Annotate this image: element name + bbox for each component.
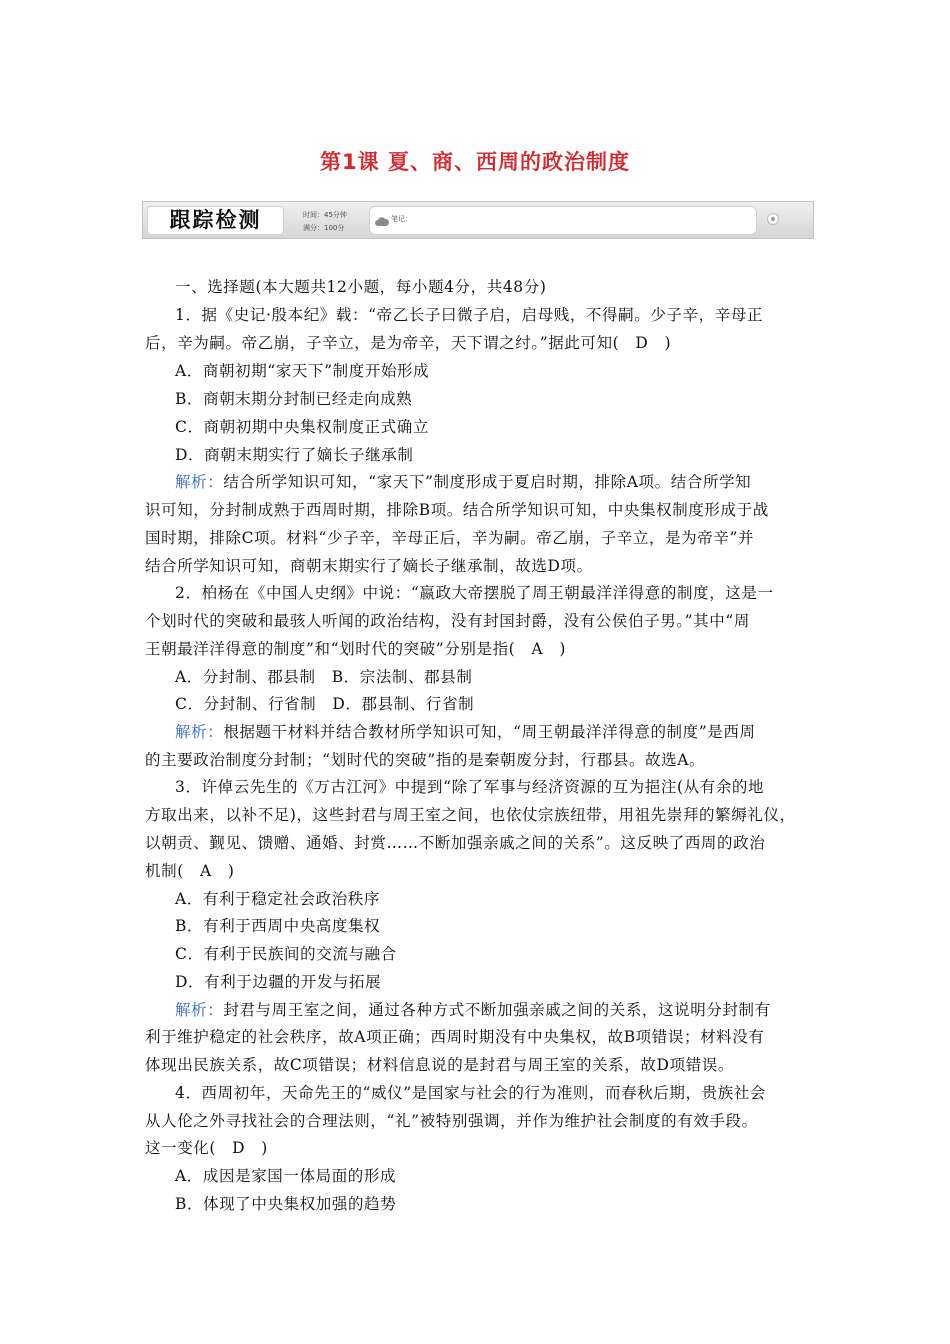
- line-text: A．分封制、郡县制 B．宗法制、郡县制: [175, 668, 473, 686]
- text-line: [175, 472, 855, 492]
- text-line: [175, 722, 855, 742]
- text-line: [145, 805, 825, 825]
- line-text: 的主要政治制度分封制；“划时代的突破”指的是秦朝废分封，行郡县。故选A。: [145, 751, 706, 769]
- text-line: [175, 305, 855, 325]
- line-text: 3．许倬云先生的《万古江河》中提到“除了军事与经济资源的互为挹注(从有余的地: [175, 778, 765, 796]
- line-text: 国时期，排除C项。材料“少子辛，辛母正后，辛为嗣。帝乙崩，子辛立，是为帝辛”并: [145, 529, 755, 547]
- line-text: 王朝最洋洋得意的制度”和“划时代的突破”分别是指( A ): [145, 640, 566, 658]
- line-text: B．商朝末期分封制已经走向成熟: [175, 390, 413, 408]
- line-text: B．体现了中央集权加强的趋势: [175, 1195, 397, 1213]
- text-line: [145, 639, 825, 659]
- line-text: 2．柏杨在《中国人史纲》中说：“嬴政大帝摆脱了周王朝最洋洋得意的制度，这是一: [175, 584, 774, 602]
- line-text: 从人伦之外寻找社会的合理法则，“礼”被特别强调，并作为维护社会制度的有效手段。: [145, 1112, 758, 1130]
- full-score: 满分：100分: [303, 224, 345, 232]
- line-text: A．成因是家国一体局面的形成: [175, 1167, 397, 1185]
- text-line: [175, 361, 855, 381]
- line-text: 识可知，分封制成熟于西周时期，排除B项。结合所学知识可知，中央集权制度形成于战: [145, 501, 769, 519]
- text-line: [145, 1138, 825, 1158]
- line-text: 1．据《史记·殷本纪》载：“帝乙长子曰微子启，启母贱，不得嗣。少子辛，辛母正: [175, 306, 764, 324]
- text-line: [175, 389, 855, 409]
- line-text: 一、选择题(本大题共12小题，每小题4分，共48分): [175, 278, 547, 296]
- text-line: [175, 445, 855, 465]
- line-text: 封君与周王室之间，通过各种方式不断加强亲戚之间的关系，这说明分封制有: [223, 1001, 771, 1019]
- line-text: C．有利于民族间的交流与融合: [175, 945, 397, 963]
- analysis-label: 解析：: [175, 473, 224, 491]
- text-line: [175, 889, 855, 909]
- line-text: 方取出来，以补不足)，这些封君与周王室之间，也依仗宗族纽带，用祖先崇拜的繁缛礼仪，: [145, 806, 796, 824]
- text-line: [175, 277, 855, 297]
- text-line: [175, 1194, 855, 1214]
- line-text: 以朝贡、觐见、馈赠、通婚、封赏……不断加强亲戚之间的关系”。这反映了西周的政治: [145, 834, 766, 852]
- text-line: [145, 750, 825, 770]
- line-text: 利于维护稳定的社会秩序，故A项正确；西周时期没有中央集权，故B项错误；材料没有: [145, 1028, 765, 1046]
- line-text: 体现出民族关系，故C项错误；材料信息说的是封君与周王室的关系，故D项错误。: [145, 1056, 734, 1074]
- pen-icon[interactable]: [767, 213, 779, 225]
- text-line: [175, 417, 855, 437]
- line-text: A．有利于稳定社会政治秩序: [175, 890, 380, 908]
- text-line: [145, 333, 825, 353]
- text-line: [175, 1083, 855, 1103]
- line-text: B．有利于西周中央高度集权: [175, 917, 381, 935]
- page-title: 第1课 夏、商、西周的政治制度: [320, 150, 630, 174]
- line-text: 这一变化( D ): [145, 1139, 268, 1157]
- text-line: [145, 833, 825, 853]
- text-line: [175, 1166, 855, 1186]
- notes-field[interactable]: [369, 206, 757, 235]
- time-limit: 时间：45分钟: [303, 211, 347, 219]
- text-line: [175, 972, 855, 992]
- text-line: [175, 583, 855, 603]
- text-line: [145, 611, 825, 631]
- line-text: C．商朝初期中央集权制度正式确立: [175, 418, 429, 436]
- text-line: [145, 556, 825, 576]
- text-line: [175, 1000, 855, 1020]
- line-text: 个划时代的突破和最骇人听闻的政治结构，没有封国封爵，没有公侯伯子男。”其中“周: [145, 612, 751, 630]
- text-line: [175, 777, 855, 797]
- analysis-label: 解析：: [175, 1001, 224, 1019]
- analysis-label: 解析：: [175, 723, 224, 741]
- text-line: [145, 1111, 825, 1131]
- line-text: 后，辛为嗣。帝乙崩，子辛立，是为帝辛，天下谓之纣。”据此可知( D ): [145, 334, 672, 352]
- text-line: [145, 1055, 825, 1075]
- notes-label: 笔记：: [391, 215, 412, 223]
- line-text: 机制( A ): [145, 862, 235, 880]
- line-text: 结合所学知识可知，“家天下”制度形成于夏启时期，排除A项。结合所学知: [223, 473, 752, 491]
- text-line: [175, 916, 855, 936]
- text-line: [175, 667, 855, 687]
- text-line: [145, 500, 825, 520]
- banner-label: 跟踪检测: [147, 206, 284, 235]
- text-line: [145, 1027, 825, 1047]
- line-text: 4．西周初年，天命先王的“威仪”是国家与社会的行为准则，而春秋后期，贵族社会: [175, 1084, 767, 1102]
- text-line: [175, 944, 855, 964]
- line-text: 根据题干材料并结合教材所学知识可知，“周王朝最洋洋得意的制度”是西周: [223, 723, 756, 741]
- line-text: D．有利于边疆的开发与拓展: [175, 973, 382, 991]
- line-text: A．商朝初期“家天下”制度开始形成: [175, 362, 430, 380]
- line-text: C．分封制、行省制 D．郡县制、行省制: [175, 695, 475, 713]
- text-line: [145, 528, 825, 548]
- line-text: 结合所学知识可知，商朝末期实行了嫡长子继承制，故选D项。: [145, 557, 593, 575]
- tracking-test-banner: [142, 201, 814, 239]
- text-line: [175, 694, 855, 714]
- line-text: D．商朝末期实行了嫡长子继承制: [175, 446, 414, 464]
- cloud-icon: [375, 212, 389, 231]
- text-line: [145, 861, 825, 881]
